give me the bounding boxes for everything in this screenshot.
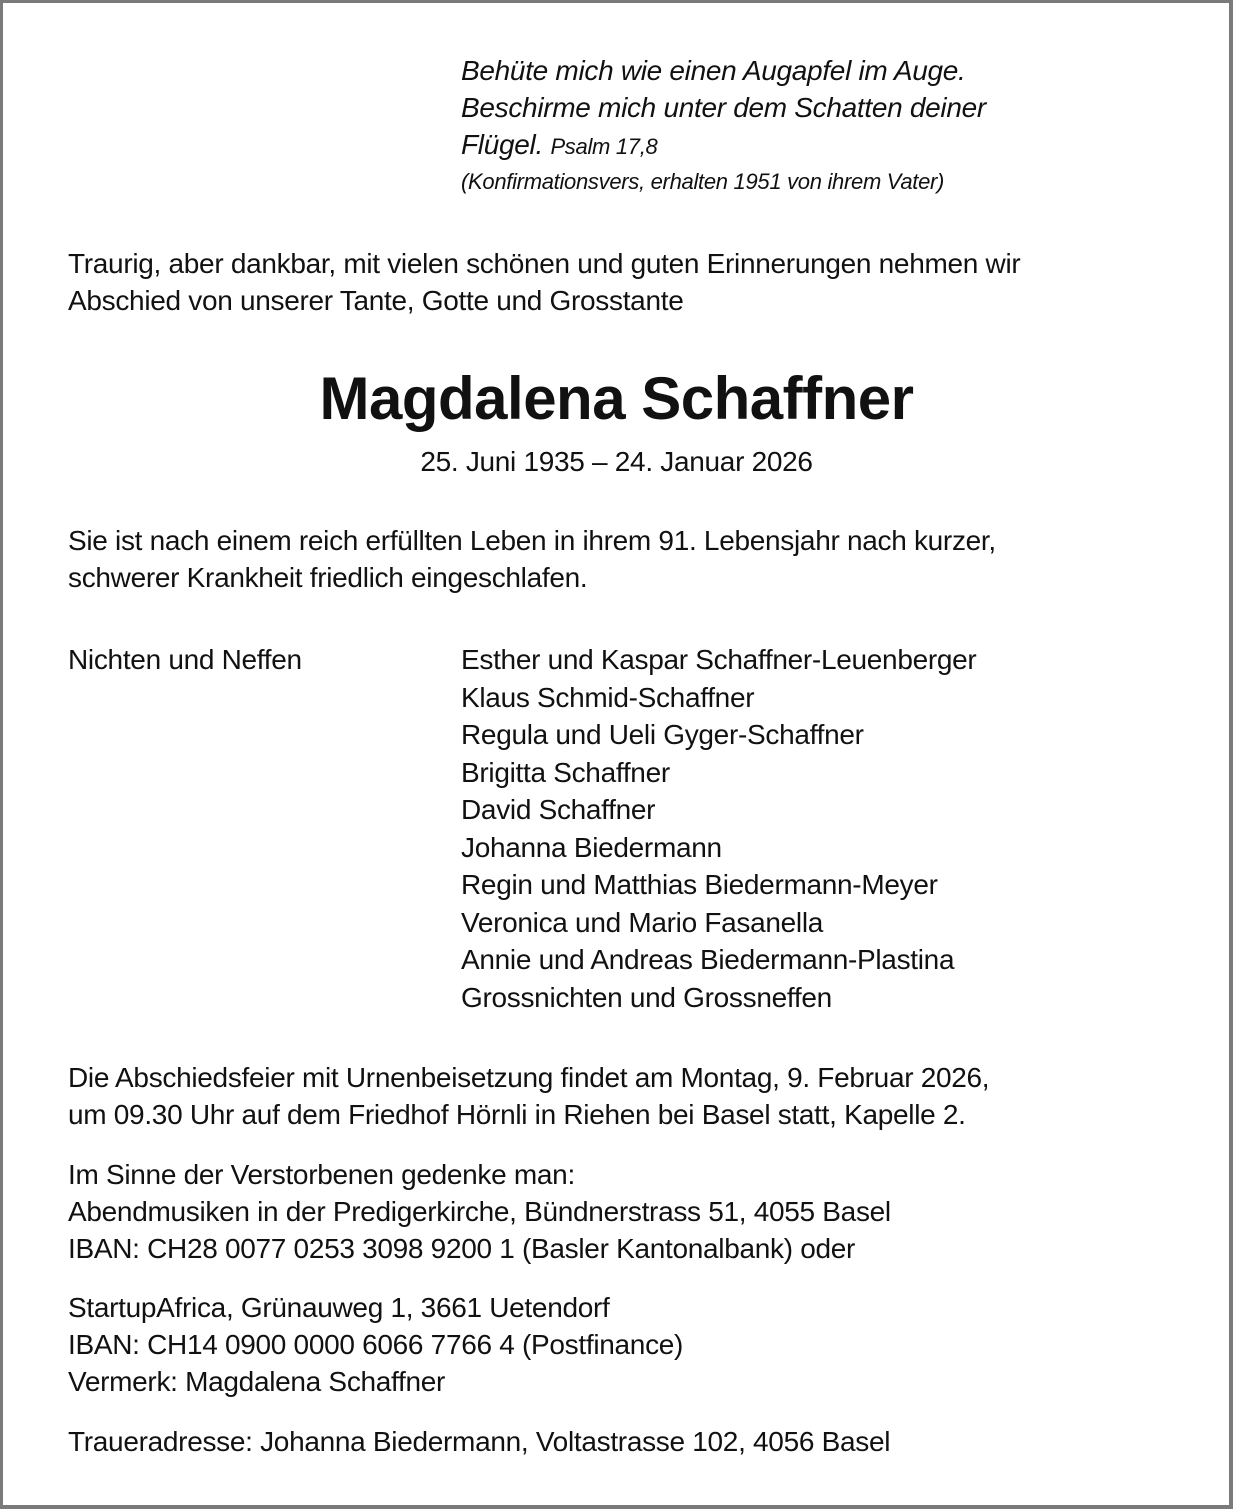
relative-name: Brigitta Schaffner: [461, 756, 670, 788]
verse-line-3: [461, 126, 986, 163]
verse-reference: Psalm 17,8: [550, 134, 658, 159]
service-line-2: um 09.30 Uhr auf dem Friedhof Hörnli in Riehen bei Basel statt, Kapelle 2.: [68, 1099, 966, 1130]
startup-line-3: Vermerk: Magdalena Schaffner: [68, 1366, 446, 1397]
life-line-1: Sie ist nach einem reich erfüllten Leben in ihrem 91. Lebensjahr nach kurzer,: [68, 525, 996, 556]
service-line-1: Die Abschiedsfeier mit Urnenbeisetzung findet am Montag, 9. Februar 2026,: [68, 1062, 990, 1093]
relative-name: David Schaffner: [461, 794, 656, 825]
relative-name: Annie und Andreas Biedermann-Plastina: [461, 944, 955, 975]
startup-line-2: IBAN: CH14 0900 0000 6066 7766 4 (Postfinance): [68, 1329, 684, 1360]
memorial-line-1: Im Sinne der Verstorbenen gedenke man:: [68, 1159, 575, 1190]
memorial-line-2: Abendmusiken in der Predigerkirche, Bündnerstrass 51, 4055 Basel: [68, 1196, 891, 1227]
verse-line-2: Beschirme mich unter dem Schatten deiner: [461, 92, 986, 123]
startup-line-1: StartupAfrica, Grünauweg 1, 3661 Uetendorf: [68, 1292, 610, 1323]
relatives-list: [461, 641, 976, 1016]
intro-line-2: Abschied von unserer Tante, Gotte und Grosstante: [68, 285, 684, 316]
service-info: [68, 1059, 989, 1133]
relative-name: Klaus Schmid-Schaffner: [461, 681, 755, 713]
life-statement: [68, 522, 996, 596]
memorial-donation: [68, 1156, 891, 1267]
verse-line-3-text: Flügel.: [461, 129, 543, 160]
relative-name: Johanna Biedermann: [461, 831, 722, 863]
verse-note: (Konfirmationsvers, erhalten 1951 von ihrem Vater): [461, 169, 945, 194]
life-line-2: schwerer Krankheit friedlich eingeschlafen.: [68, 562, 588, 593]
relative-name: Regula und Ueli Gyger-Schaffner: [461, 719, 864, 750]
life-dates: 25. Juni 1935 – 24. Januar 2026: [420, 446, 813, 477]
memorial-line-3: IBAN: CH28 0077 0253 3098 9200 1 (Basler Kantonalbank) oder: [68, 1233, 856, 1264]
relatives-label: Nichten und Neffen: [68, 644, 302, 675]
intro-text: [68, 245, 1020, 319]
relative-name: Regin und Matthias Biedermann-Meyer: [461, 869, 938, 900]
startup-donation: [68, 1289, 683, 1400]
intro-line-1: Traurig, aber dankbar, mit vielen schönen und guten Erinnerungen nehmen wir: [68, 248, 1021, 279]
relative-name: Grossnichten und Grossneffen: [461, 981, 832, 1013]
verse-line-1: Behüte mich wie einen Augapfel im Auge.: [461, 55, 966, 86]
deceased-name: Magdalena Schaffner: [319, 365, 914, 432]
mourning-address: Traueradresse: Johanna Biedermann, Voltastrasse 102, 4056 Basel: [68, 1426, 891, 1457]
relative-name: Veronica und Mario Fasanella: [461, 906, 824, 938]
relative-name: Esther und Kaspar Schaffner-Leuenberger: [461, 644, 977, 675]
bible-verse: [461, 52, 986, 200]
